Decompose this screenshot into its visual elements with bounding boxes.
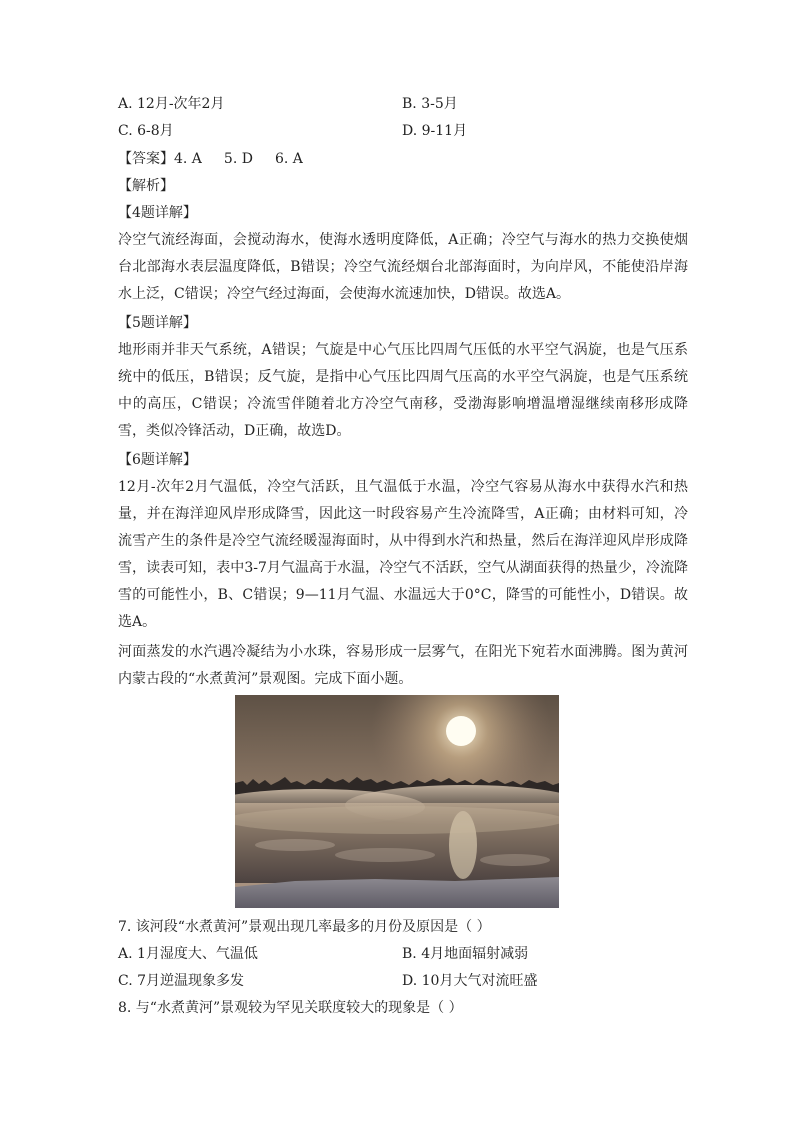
- answer-5: 5. D: [223, 151, 253, 167]
- q7-stem: 7. 该河段“水煮黄河”景观出现几率最多的月份及原因是（ ）: [118, 919, 491, 935]
- q7-option-c: C. 7月逆温现象多发: [118, 973, 245, 989]
- q6-explanation: 12月-次年2月气温低，冷空气活跃，且气温低于水温，冷空气容易从海水中获得水汽和热量，并在海洋迎风岸形成降雪，因此这一时段容易产生冷流降雪，A正确；由材料可知，冷流雪产生的条件是冷空气流经暖湿海面时，从中得到水汽和热量，然后在海洋迎风岸形成降雪，读表可知，表中3-7月气温高于水温，冷空气不活跃，空气从湖面获得的热量少，冷流降雪的可能性小，B、C错误；9—11月气温、水温远大于0°C，降雪的可能性小，D错误。故选A。: [118, 479, 688, 630]
- q3-option-c: C. 6-8月: [118, 123, 174, 139]
- q3-option-d: D. 9-11月: [402, 123, 468, 139]
- q3-option-a: A. 12月-次年2月: [118, 96, 225, 112]
- q6-heading: 【6题详解】: [118, 452, 197, 468]
- ice-floe: [480, 854, 550, 866]
- q7-option-d: D. 10月大气对流旺盛: [402, 973, 538, 989]
- steam-mist-low: [235, 806, 559, 834]
- q5-explanation: 地形雨并非天气系统，A错误；气旋是中心气压比四周气压低的水平空气涡旋，也是气压系统中的低压，B错误；反气旋，是指中心气压比四周气压高的水平空气涡旋，也是气压系统中的高压，C错误；冷流雪伴随着北方冷空气南移，受渤海影响增温增湿继续南移形成降雪，类似冷锋活动，D正确，故选D。: [118, 342, 688, 439]
- q7-option-a: A. 1月湿度大、气温低: [118, 946, 258, 962]
- material-intro: 河面蒸发的水汽遇冷凝结为小水珠，容易形成一层雾气，在阳光下宛若水面沸腾。图为黄河内蒙古段的“水煮黄河”景观图。完成下面小题。: [118, 644, 688, 687]
- q7-option-b: B. 4月地面辐射减弱: [402, 946, 529, 962]
- ice-floe: [255, 839, 335, 851]
- answer-line: [118, 149, 303, 169]
- q8-stem: 8. 与“水煮黄河”景观较为罕见关联度较大的现象是（ ）: [118, 1000, 463, 1016]
- ice-floe: [335, 848, 435, 862]
- answer-6: 6. A: [274, 151, 303, 167]
- analysis-label: 【解析】: [118, 178, 174, 194]
- answer-4: 4. A: [174, 151, 202, 167]
- q4-explanation: 冷空气流经海面，会搅动海水，使海水透明度降低，A正确；冷空气与海水的热力交换使烟台北部海水表层温度降低，B错误；冷空气流经烟台北部海面时，为向岸风，不能使沿岸海水上泛，C错误；冷空气经过海面，会使海水流速加快，D错误。故选A。: [118, 232, 688, 302]
- yellow-river-steam-photo: [235, 695, 559, 908]
- sun-icon: [446, 716, 476, 746]
- q5-heading: 【5题详解】: [118, 315, 197, 331]
- q3-option-b: B. 3-5月: [402, 96, 458, 112]
- answer-label: 【答案】: [118, 151, 174, 167]
- q4-heading: 【4题详解】: [118, 205, 197, 221]
